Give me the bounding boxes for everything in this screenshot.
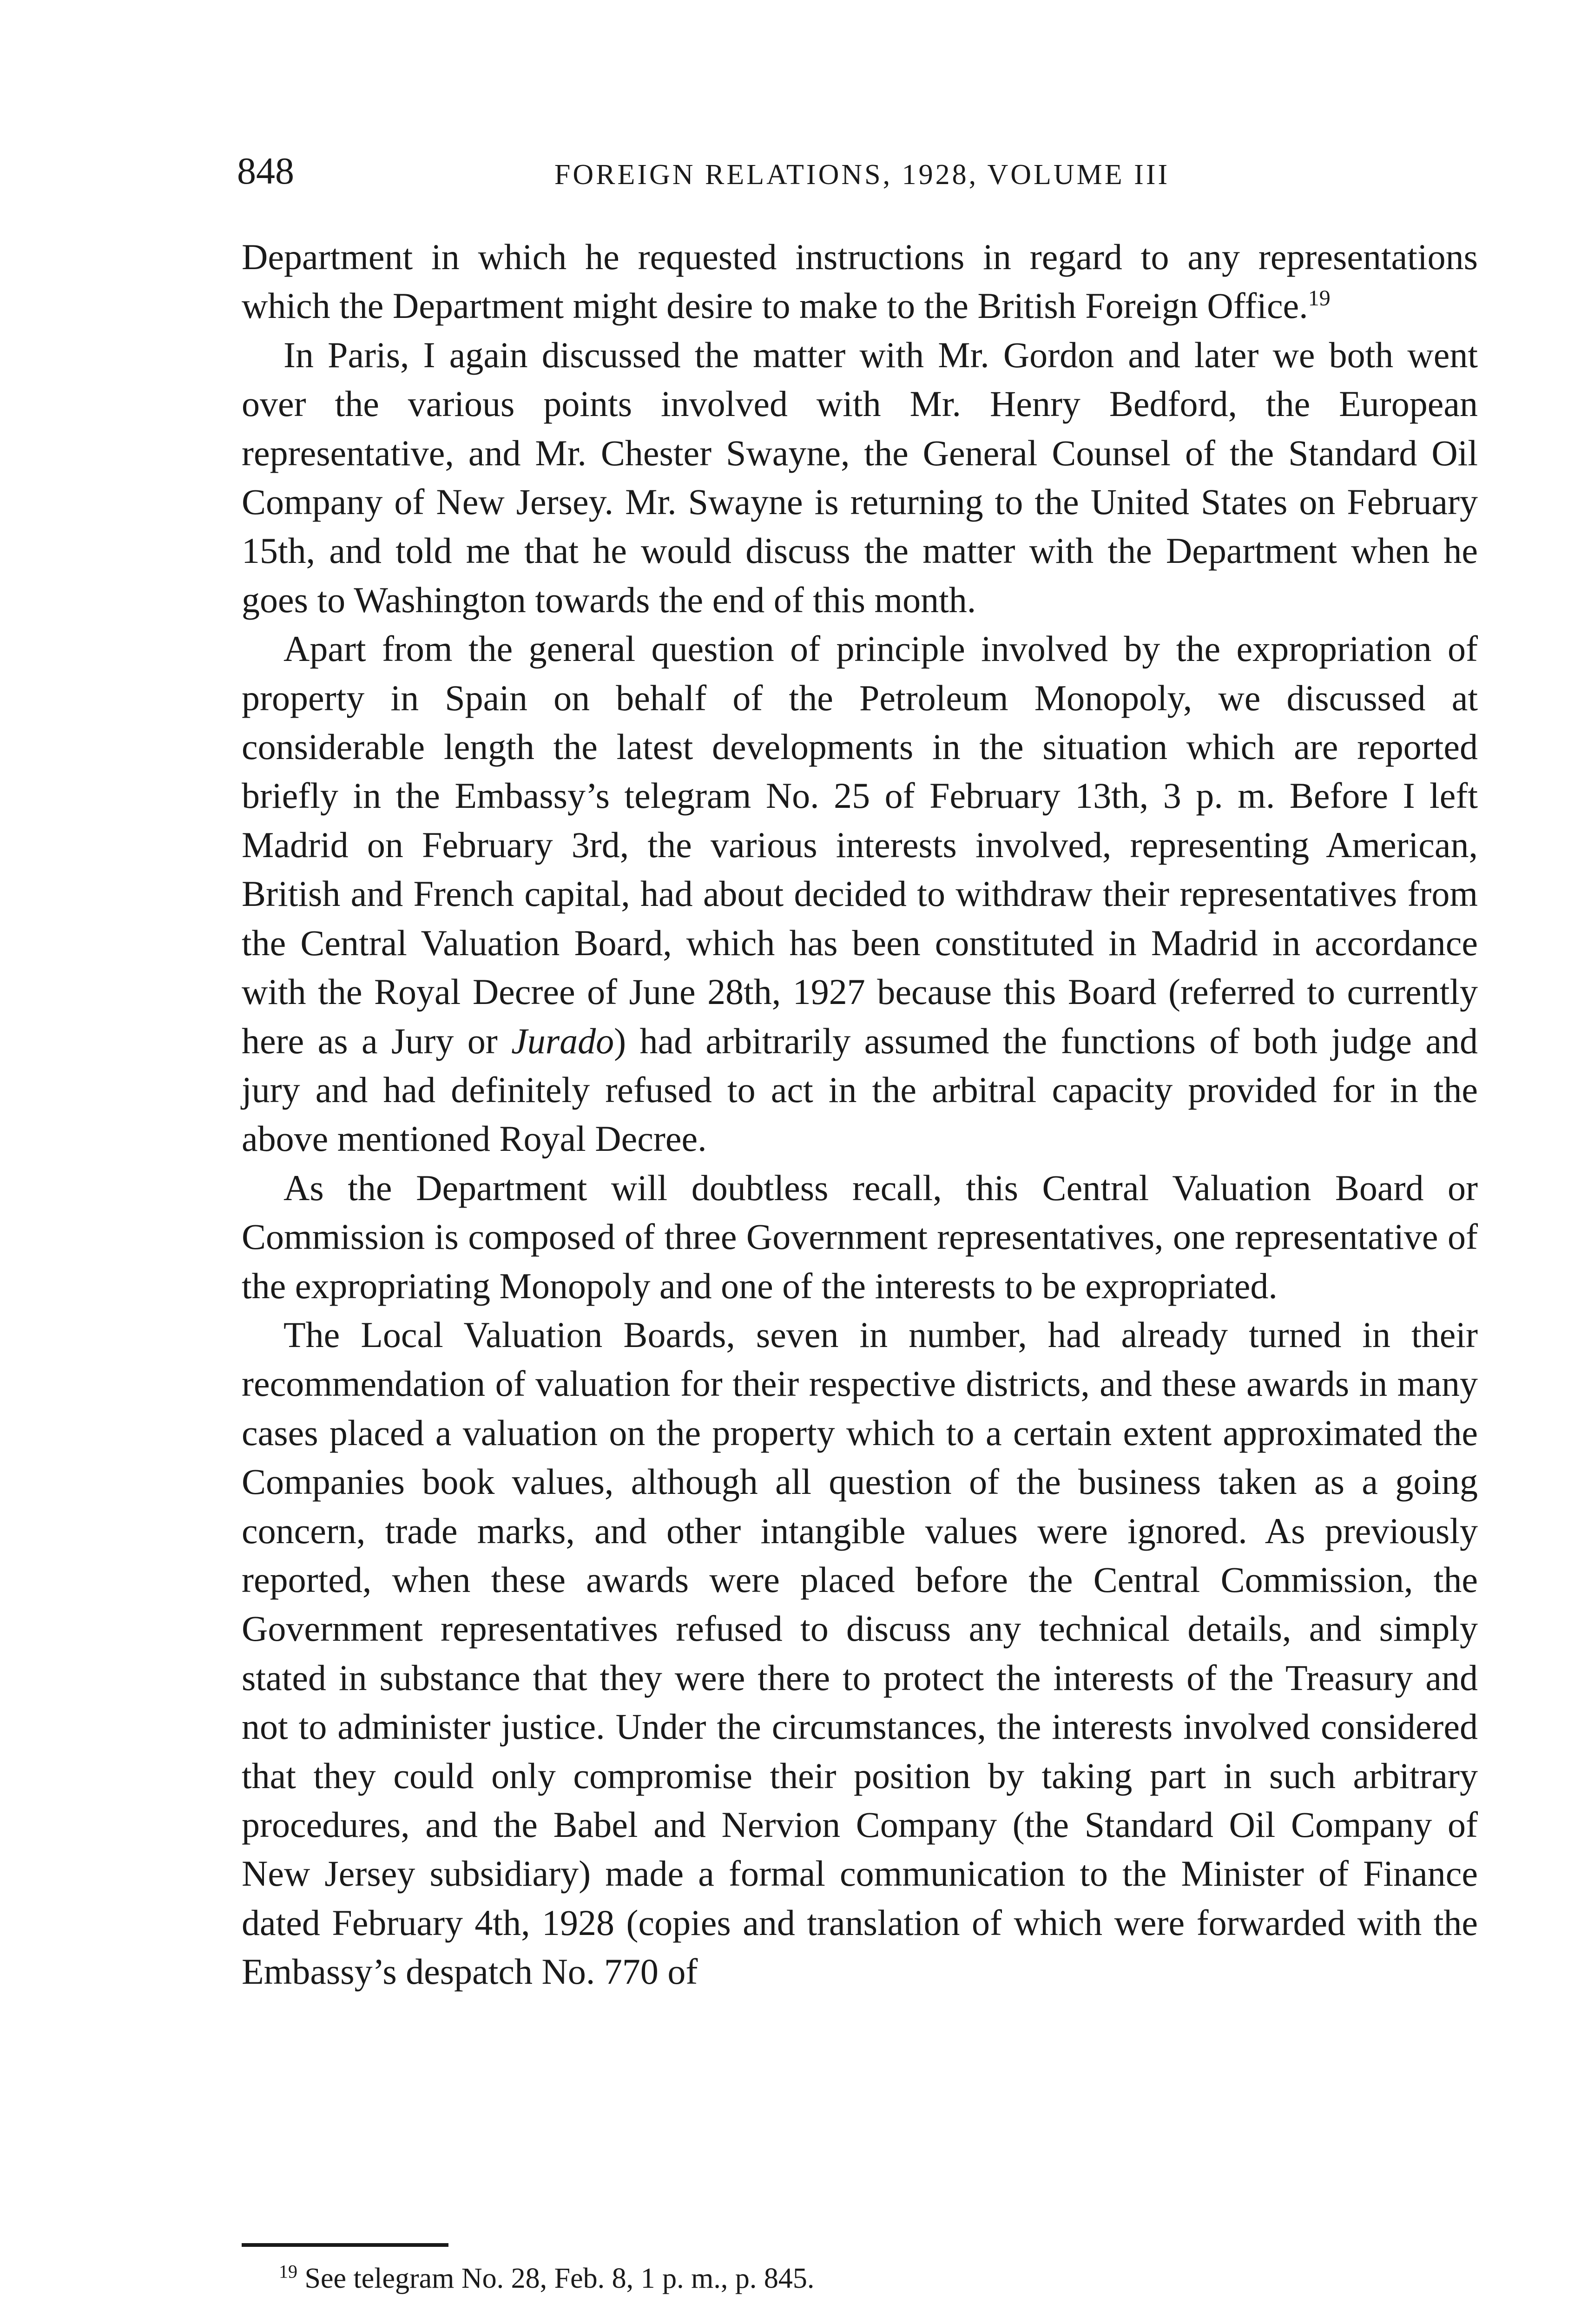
paragraph-5: The Local Valuation Boards, seven in number, had already turned in their recommendation of valuation for their respective districts, and these awards in many cases placed a valuation on the property which to a certain extent approximated the Companies book values, although all question of the business taken as a going concern, trade marks, and other intangible values were ignored. As previously reported, when these awards were placed before the Central Commission, the Government representatives refused to discuss any technical details, and simply stated in substance that they were there to protect the interests of the Treasury and not to administer justice. Under the circumstances, the interests involved considered that they could only compromise their position by taking part in such arbitrary procedures, and the Babel and Nervion Company (the Standard Oil Company of New Jersey subsidiary) made a formal communication to the Minister of Finance dated February 4th, 1928 (copies and translation of which were forwarded with the Embassy’s despatch No. 770 of bbox=[242, 1314, 1478, 1992]
paragraph-1 bbox=[242, 232, 1478, 330]
paragraph-3 bbox=[242, 624, 1478, 1163]
page-number: 848 bbox=[237, 150, 294, 192]
paragraph-3-italic-term: Jurado bbox=[511, 1020, 614, 1061]
footnote bbox=[279, 2260, 1478, 2297]
paragraph-3-text: Apart from the general question of principle involved by the expropriation of property in Spain on behalf of the Petroleum Monopoly, we discussed at considerable length the latest developments in the situation which are reported briefly in the Embassy’s telegram No. 25 of February 13th, 3 p. m. Before I left Madrid on February 3rd, the various interests involved, representing American, British and French capital, had about decided to withdraw their representatives from the Central Valuation Board, which has been constituted in Madrid in accordance with the Royal Decree of June 28th, 1927 because this Board (referred to currently here as a Jury or bbox=[242, 628, 1478, 1061]
paragraph-1-text: Department in which he requested instructions in regard to any representations which the Department might desire to make to the British Foreign Office. bbox=[242, 237, 1478, 326]
footnote-text: See telegram No. 28, Feb. 8, 1 p. m., p. 845. bbox=[297, 2263, 815, 2294]
paragraph-3-text-continued: ) had arbitrarily assumed the functions of both judge and jury and had definitely refused to act in the arbitral capacity provided for in the above mentioned Royal Decree. bbox=[242, 1020, 1478, 1159]
footnote-divider bbox=[242, 2243, 448, 2247]
running-header bbox=[237, 148, 1487, 199]
body-text bbox=[242, 232, 1478, 1996]
paragraph-4: As the Department will doubtless recall, this Central Valuation Board or Commission is composed of three Government representatives, one representative of the expropriating Monopoly and one of the interests to be expropriated. bbox=[242, 1167, 1478, 1306]
running-title: FOREIGN RELATIONS, 1928, VOLUME III bbox=[554, 159, 1170, 191]
footnote-reference: 19 bbox=[1308, 286, 1331, 311]
footnote-mark: 19 bbox=[279, 2261, 297, 2282]
paragraph-2: In Paris, I again discussed the matter with Mr. Gordon and later we both went over the various points involved with Mr. Henry Bedford, the European representative, and Mr. Chester Swayne, the General Counsel of the Standard Oil Company of New Jersey. Mr. Swayne is returning to the United States on February 15th, and told me that he would discuss the matter with the Department when he goes to Washington towards the end of this month. bbox=[242, 334, 1478, 620]
